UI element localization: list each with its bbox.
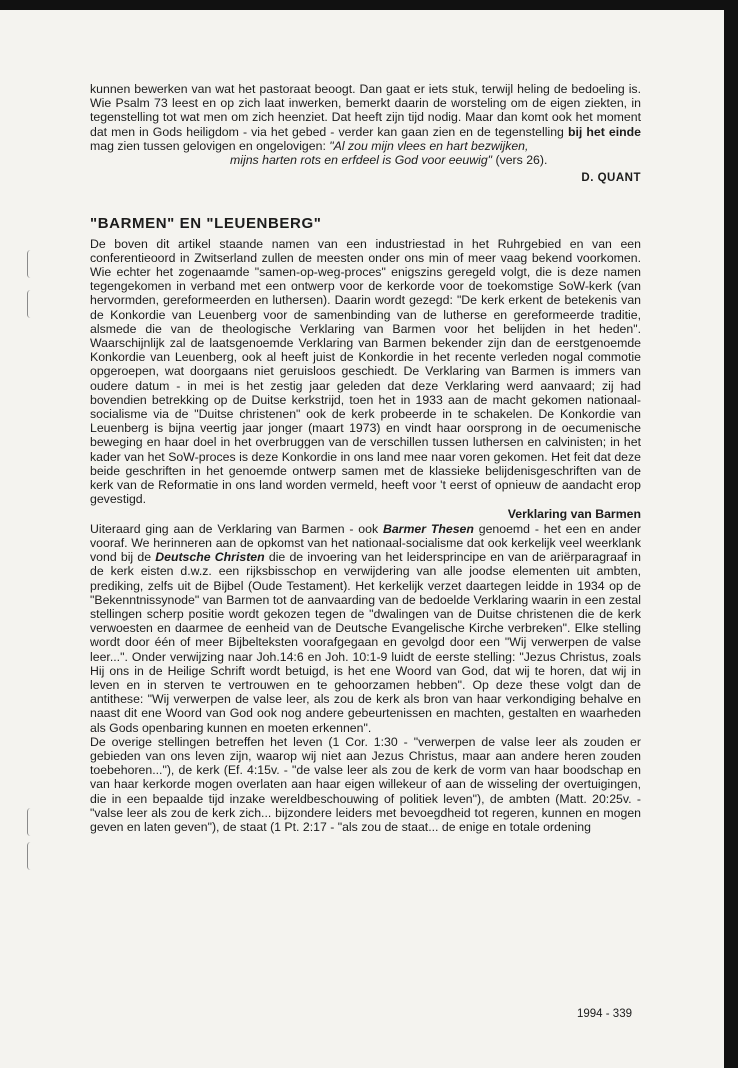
scan-top-border bbox=[0, 0, 738, 10]
paragraph-intro-barmen-leuenberg: De boven dit artikel staande namen van een industriestad in het Ruhrgebied en van een conferentieoord in Zwitserland zullen de meesten onder ons min of meer vaag bekend voorkomen. Wie echter het zogenaamde "samen-op-weg-proces" enigszins geregeld volgt, die is deze namen tegengekomen in verband met een ontwerp voor de kerkorde voor de toekomstige SoW-kerk (van hervormden, gereformeerden en luthersen). Daarin wordt gezegd: "De kerk erkent de betekenis van de Konkordie van Leuenberg voor de samenbinding van de lutherse en gereformeerde traditie, alsmede die van de theologische Verklaring van Barmen voor het belijden in het heden". Waarschijnlijk zal de laatsgenoemde Verklaring van Barmen bekender zijn dan de eerstgenoemde Konkordie van Leuenberg, ook al heeft juist de Konkordie in het recente verleden nogal commotie opgeroepen, wat doorgaans niet geruisloos geschiedt. De Verklaring van Barmen is immers van oudere datum - in mei is het zestig jaar geleden dat deze Verklaring werd aanvaard; zij had bovendien betrekking op de Duitse kerkstrijd, toen het in 1933 aan de macht gekomen nationaal-socialisme via de "Duitse christenen" ook de kerk probeerde in te schakelen. De Konkordie van Leuenberg is bijna veertig jaar jonger (maart 1973) en vindt haar oorsprong in de oecumenische beweging en haar doel in het overbruggen van de verschillen tussen luthersen en calvinisten; in het kader van het SoW-proces is deze Konkordie in ons land mee naar voren gekomen. Het feit dat deze beide geschriften in het genoemde ontwerp samen met de klassieke belijdenisgeschriften van de kerk van de Reformatie in ons land worden vermeld, heeft voor 't eerst of opnieuw de aandacht erop gevestigd. bbox=[90, 236, 641, 507]
bold-phrase: bij het einde bbox=[567, 124, 641, 139]
psalm-quote-ref: (vers 26). bbox=[492, 153, 548, 168]
binding-mark bbox=[27, 250, 34, 278]
paragraph-other-theses: De overige stellingen betreffen het leven (1 Cor. 1:30 - "verwerpen de valse leer als zouden er gebieden van ons leven zijn, waarop wij niet aan Jezus Christus, maar aan andere heren zouden toebehoren..."), de kerk (Ef. 4:15v. - "de valse leer als zou de kerk de vorm van haar boodschap en van haar kerkorde mogen overlaten aan haar eigen willekeur of aan de wisseling der overtuigingen, die in een bepaalde tijd inzake wereldbeschouwing of politiek leven"), de ambten (Matt. 20:25v. - "valse leer als zou de kerk zich... bijzondere leiders met bevoegdheid tot regeren, kunnen en mogen geven en laten geven"), de staat (1 Pt. 2:17 - "als zou de staat... de enige en totale ordening bbox=[90, 734, 641, 834]
section-subheading: Verklaring van Barmen bbox=[507, 507, 641, 522]
article-body bbox=[90, 82, 641, 834]
scan-right-border bbox=[724, 0, 738, 1068]
binding-mark bbox=[27, 290, 34, 318]
psalm-quote-line1: "Al zou mijn vlees en hart bezwijken, bbox=[329, 138, 529, 153]
binding-mark bbox=[27, 808, 34, 836]
psalm-quote-line2-block bbox=[90, 153, 641, 167]
page-number: 1994 - 339 bbox=[577, 1008, 632, 1020]
article-heading: "BARMEN" EN "LEUENBERG" bbox=[90, 215, 322, 233]
paragraph-barmen-history: Uiteraard ging aan de Verklaring van Barmen - ook Barmer Thesen genoemd - het een en ander vooraf. We herinneren aan de opkomst van het nationaal-socialisme dat ook kerkelijk veel weerklank vond bij de Deutsche Christen die de invoering van het leidersprincipe en van de ariërparagraaf in de kerk eisten d.w.z. een rijksbisschop en verwijdering van alle joodse elementen uit ambten, prediking, zelfs uit de Bijbel (Oude Testament). Het kerkelijk verzet daartegen leidde in 1934 op de "Bekenntnissynode" van Barmen tot de aanvaarding van de bedoelde Verklaring waarin in een zestal stellingen scherp positie wordt gekozen tegen de "dwalingen van de Duitse christenen die de kerk verwoesten en daarmee de eenheid van de Deutsche Evangelische Kirche verbreken". Elke stelling wordt door één of meer Bijbelteksten voorafgegaan en gevolgd door een "Wij verwerpen de valse leer...". Onder verwijzing naar Joh.14:6 en Joh. 10:1-9 luidt de eerste stelling: "Jezus Christus, zoals Hij ons in de Heilige Schrift wordt betuigd, is het ene Woord van God, dat wij te horen, dat wij in leven en in sterven te vertrouwen en te gehoorzamen hebben". Op deze these volgt dan de antithese: "Wij verwerpen de valse leer, als zou de kerk als bron van haar verkondiging behalve en naast dit ene Woord van God ook nog andere gebeurtenissen en machten, gestalten en waarheden als Gods openbaring kunnen en moeten erkennen". bbox=[90, 521, 641, 735]
binding-mark bbox=[27, 842, 34, 870]
author-signature: D. QUANT bbox=[581, 172, 641, 185]
bold-term-deutsche-christen: Deutsche Christen bbox=[155, 550, 265, 565]
bold-term-barmer-thesen: Barmer Thesen bbox=[382, 521, 474, 536]
psalm-quote-line2: mijns harten rots en erfdeel is God voor eeuwig" bbox=[230, 153, 493, 168]
paragraph-intro: kunnen bewerken van wat het pastoraat beoogt. Dan gaat er iets stuk, terwijl heling de bedoeling is. Wie Psalm 73 leest en op zich laat inwerken, bemerkt daarin de worsteling om de eigen ziekten, in tegenstelling tot wat men om zich heenziet. Dat heeft zijn tijd nodig. Maar dan komt ook het moment dat men in Gods heiligdom - via het gebed - verder kan gaan zien en de tegenstelling bij het einde mag zien tussen gelovigen en ongelovigen: "Al zou mijn vlees en hart bezwijken, bbox=[90, 82, 641, 153]
